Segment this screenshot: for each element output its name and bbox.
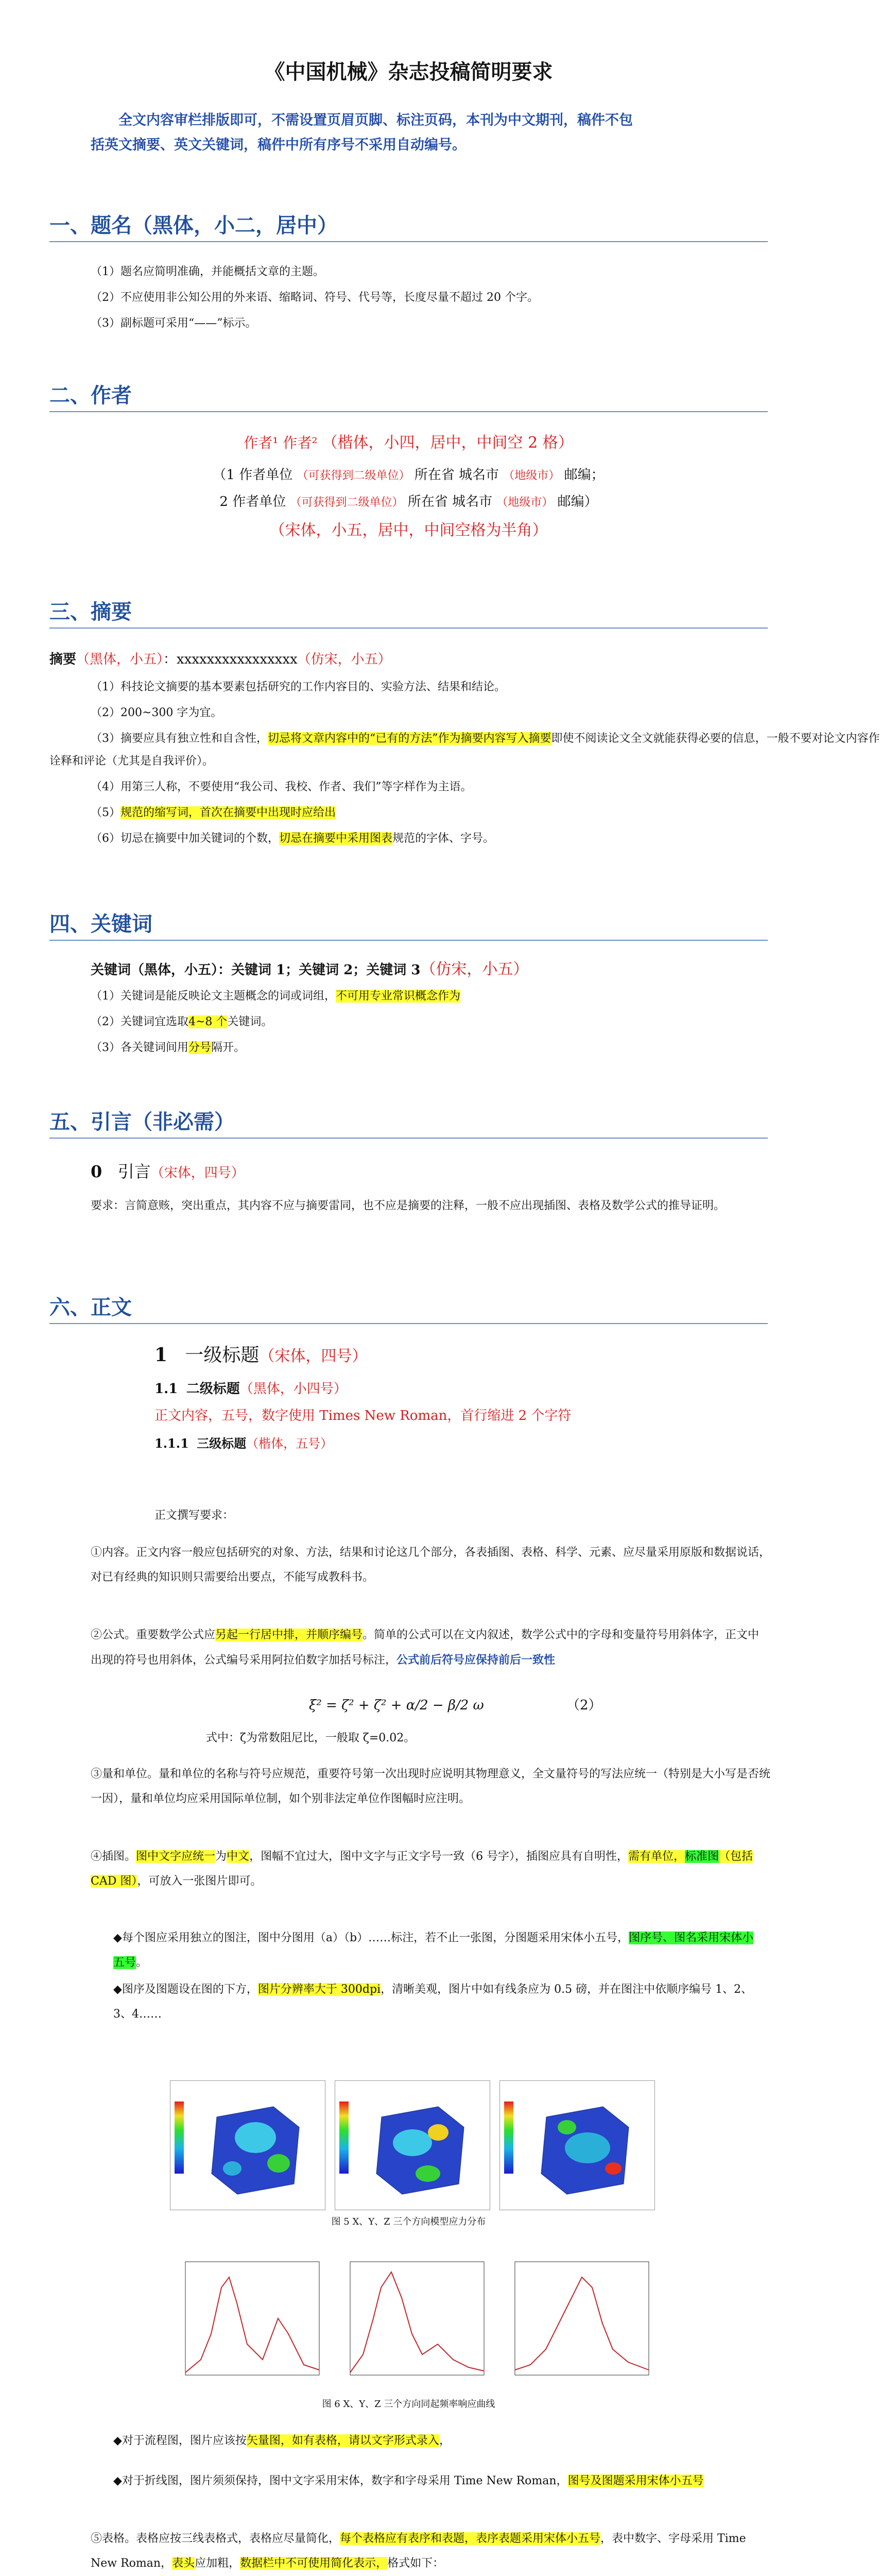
s3-item-3-cont: 诠释和评论（尤其是自我评价）。 — [49, 755, 214, 768]
keywords-note: （仿宋，小五） — [420, 960, 529, 978]
section-2-rule — [49, 411, 768, 412]
fea-image-y — [335, 2080, 490, 2210]
fig5-caption: 图 5 X、Y、Z 三个方向模型应力分布 — [331, 2216, 486, 2227]
s3-item-1: （1）科技论文摘要的基本要素包括研究的工作内容目的、实验方法、结果和结论。 — [91, 681, 506, 693]
fig6-caption: 图 6 X、Y、Z 三个方向同起频率响应曲线 — [322, 2399, 495, 2410]
s4-item-1-a: （1）关键词是能反映论文主题概念的词或词组， — [91, 990, 336, 1003]
p5-c: ，表中数字、字母采用 Time New Roman， — [91, 2532, 746, 2570]
section-5-heading: 五、引言（非必需） — [49, 1110, 235, 1134]
fea-model-icon — [500, 2081, 654, 2210]
intro-sub-note: （宋体，四号） — [150, 1165, 245, 1181]
p5-e: 应加粗， — [195, 2557, 240, 2570]
s3-item-4: （4）用第三人称，不要使用“我公司、我校、作者、我们”等字样作为主语。 — [91, 781, 472, 793]
aff1-part-1: （1 作者单位 — [213, 467, 293, 483]
line-plot-icon — [499, 2257, 654, 2391]
s3-item-5-hl: 规范的缩写词，首次在摘要中出现时应给出 — [120, 806, 336, 819]
s3-item-5 — [91, 805, 336, 821]
section-3-heading: 三、摘要 — [49, 600, 132, 624]
bullet1-c: 。 — [136, 1956, 148, 1969]
p5-f: 数据栏中不可使用简化表示， — [240, 2557, 388, 2570]
s1-item-2: （2）不应使用非公知公用的外来语、缩略词、符号、代号等，长度尽量不超过 20 个字。 — [91, 291, 539, 304]
s4-item-3-b: 隔开。 — [211, 1041, 246, 1054]
affiliation-line-1 — [0, 465, 817, 485]
p4-a: ④插图。 — [91, 1850, 136, 1863]
section-2-heading: 二、作者 — [49, 383, 132, 408]
s3-item-6-hl: 切忌在摘要中采用图表 — [279, 832, 393, 845]
body-spec-a: 正文内容，五号，数字使用 Times New Roman， — [154, 1408, 461, 1423]
formula: ξ² = ζ² + ζ² + α/2 − β/2 ω — [309, 1698, 484, 1713]
aff2-part-1: 2 作者单位 — [219, 494, 286, 510]
p4-g: 标准图 — [685, 1850, 719, 1863]
line-plot-icon — [170, 2257, 324, 2391]
section-6-heading: 六、正文 — [49, 1295, 132, 1319]
bullet2-c: ， — [439, 2434, 451, 2447]
bullet1-d: ◆图序及图题设在图的下方， — [113, 1983, 258, 1996]
level1-heading — [154, 1343, 367, 1369]
p5-g: 格式如下： — [387, 2557, 444, 2570]
s3-item-3 — [91, 731, 880, 747]
section-1-heading: 一、题名（黑体，小二，居中） — [49, 213, 338, 238]
abstract-label-note: （黑体，小五） — [76, 652, 164, 667]
intro-sub-title: 引言 — [117, 1162, 151, 1181]
author-format-note: （楷体，小四，居中，中间空 2 格） — [322, 434, 574, 452]
p4-e: ，图幅不宜过大，图中文字与正文字号一致（6 号字），插图应具有自明性， — [249, 1850, 629, 1863]
l1-title: 一级标题 — [185, 1345, 260, 1366]
p5-table-text — [91, 2527, 770, 2576]
p2-d: 公式前后符号应保持前后一致性 — [396, 1653, 556, 1667]
p5-d: 表头 — [172, 2557, 195, 2570]
p4-b: 图中文字应统一 — [136, 1850, 216, 1863]
bullet3-a: ◆对于折线图，图片须须保持，图中文字采用宋体，数字和字母采用 Time New Roman， — [113, 2475, 568, 2487]
affiliation-format-note: （宋体，小五，居中，中间空格为半角） — [269, 521, 548, 539]
aff1-part-3: 所在省 城名市 — [414, 467, 499, 483]
aff1-part-4: （地级市） — [503, 469, 560, 482]
fea-image-x — [170, 2080, 325, 2210]
section-5-rule — [49, 1138, 768, 1139]
p5-a: ⑤表格。表格应按三线表格式，表格应尽量简化， — [91, 2532, 340, 2545]
s3-item-6-a: （6）切忌在摘要中加关键词的个数， — [91, 832, 279, 845]
section-3-rule — [49, 628, 768, 629]
fea-image-z — [499, 2080, 655, 2210]
p4-c: 为 — [215, 1850, 227, 1863]
p4-d: 中文 — [227, 1850, 250, 1863]
s4-item-2-b: 关键词。 — [227, 1015, 273, 1028]
p3-units: ③量和单位。量和单位的名称与符号应规范，重要符号第一次出现时应说明其物理意义，全文量符号的写法应统一（特别是大小写是否统一因），量和单位均应采用国际单位制，如个别非法定单位作图幅时应注明。 — [91, 1768, 771, 1805]
intro-sub-num: 0 — [91, 1162, 102, 1181]
section-1-rule — [49, 241, 768, 242]
formula-number: （2） — [566, 1698, 602, 1713]
section-4-heading: 四、关键词 — [49, 912, 152, 936]
p1-content: ①内容。正文内容一般应包括研究的对象、方法，结果和讨论这几个部分，各表插图、表格、科学、元素、应尽量采用原版和数据说话，对已有经典的知识则只需要给出要点，不能写成教科书。 — [91, 1546, 771, 1584]
intro-line-2: 括英文摘要、英文关键词，稿件中所有序号不采用自动编号。 — [91, 137, 466, 153]
aff2-part-2: （可获得到二级单位） — [290, 496, 404, 509]
p4-f: 需有单位， — [628, 1850, 685, 1863]
response-plot-z — [499, 2257, 654, 2391]
bullet1-a: ◆每个图应采用独立的图注，图中分图用（a）（b）……标注，若不止一张图，分图题采用宋体小五号， — [113, 1931, 629, 1944]
s4-item-2-a: （2）关键词宜选取 — [91, 1015, 188, 1028]
s3-item-5-a: （5） — [91, 806, 120, 819]
formula-note: 式中：ζ为常数阻尼比，一般取 ζ=0.02。 — [206, 1732, 416, 1744]
aff2-part-3: 所在省 城名市 — [407, 494, 493, 510]
l3-note: （楷体，五号） — [246, 1436, 333, 1451]
aff1-part-5: 邮编； — [564, 467, 605, 483]
l1-note: （宋体，四号） — [259, 1347, 368, 1365]
s3-item-3-b: 即使不阅读论文全文就能获得必要的信息，一般不要对论文内容作 — [551, 732, 880, 745]
p2-formula-text — [91, 1623, 770, 1673]
p2-a: ②公式。重要数学公式应 — [91, 1629, 216, 1641]
bullet3-b: 图号及图题采用宋体小五号 — [567, 2475, 704, 2487]
p2-c: 。简单的公式可以在文内叙述，数学公式中的字母和变量符号用斜体字，正文中出现的符号也用斜体，公式编号采用阿拉伯数字加括号标注， — [91, 1629, 760, 1667]
bullet1-f: ，清晰美观，图片中如有线条应为 0.5 磅，并在图注中依顺序编号 1、2、3、4…… — [113, 1983, 753, 2021]
s4-item-3 — [91, 1040, 245, 1056]
fea-model-icon — [335, 2081, 490, 2210]
abstract-placeholder: ：xxxxxxxxxxxxxxxx — [163, 652, 298, 667]
aff1-part-2: （可获得到二级单位） — [297, 469, 410, 482]
l1-num: 1 — [154, 1344, 168, 1366]
abstract-line — [49, 649, 391, 670]
l3-title: 三级标题 — [197, 1436, 247, 1451]
s3-item-6 — [91, 831, 494, 847]
s3-item-3-a: （3）摘要应具有独立性和自含性， — [91, 732, 268, 745]
p2-hl: 另起一行居中排，并顺序编号 — [215, 1629, 363, 1641]
author-line — [0, 433, 817, 453]
aff2-part-5: 邮编） — [557, 494, 598, 510]
level2-heading — [154, 1379, 347, 1399]
l2-num: 1.1 — [154, 1381, 178, 1397]
level3-heading — [154, 1433, 333, 1454]
s1-item-1: （1）题名应简明准确，并能概括文章的主题。 — [91, 265, 324, 278]
p5-b: 每个表格应有表序和表题，表序表题采用宋体小五号 — [340, 2532, 601, 2545]
s1-item-3: （3）副标题可采用“——”标示。 — [91, 317, 257, 330]
p4-figure-text — [91, 1844, 770, 1894]
s3-item-2: （2）200~300 字为宜。 — [91, 706, 222, 719]
keywords-text: 关键词（黑体，小五）：关键词 1；关键词 2；关键词 3 — [91, 962, 421, 978]
l2-note: （黑体，小四号） — [239, 1381, 347, 1397]
section-6-rule — [49, 1323, 768, 1324]
s4-item-3-hl: 分号 — [188, 1041, 212, 1054]
s3-item-3-hl: 切忌将文章内容中的“已有的方法”作为摘要内容写入摘要 — [268, 732, 551, 745]
fig-bullet-4 — [113, 2469, 762, 2494]
body-spec-line — [154, 1405, 571, 1426]
s3-item-6-b: 规范的字体、字号。 — [392, 832, 495, 845]
fea-model-icon — [170, 2081, 325, 2210]
section-4-rule — [49, 940, 768, 941]
author-names: 作者¹ 作者² — [244, 434, 318, 451]
response-plot-x — [170, 2257, 324, 2391]
s4-item-1-hl: 不可用专业常识概念作为 — [336, 990, 461, 1003]
s4-item-3-a: （3）各关键词间用 — [91, 1041, 188, 1054]
document-title: 《中国机械》杂志投稿简明要求 — [264, 60, 553, 84]
fig-bullet-1 — [113, 1926, 762, 1975]
intro-subheading — [91, 1160, 245, 1184]
abstract-label: 摘要 — [49, 652, 77, 667]
s4-item-2-hl: 4~8 个 — [188, 1015, 228, 1028]
fig-bullet-2 — [113, 1977, 762, 2027]
l3-num: 1.1.1 — [154, 1436, 189, 1451]
body-writing-note: 正文撰写要求： — [154, 1509, 234, 1522]
p4-j: ，可放入一张图片即可。 — [137, 1875, 262, 1888]
bullet1-b: 图序号、图名采用宋体小五号 — [113, 1931, 754, 1969]
response-plot-y — [335, 2257, 489, 2391]
l2-title: 二级标题 — [186, 1381, 240, 1397]
intro-line-1: 全文内容审栏排版即可，不需设置页眉页脚、标注页码，本刊为中文期刊，稿件不包 — [118, 112, 633, 128]
fig-bullet-3 — [113, 2433, 451, 2449]
bullet2-a: ◆对于流程图，图片应该按 — [113, 2434, 247, 2447]
body-spec-b: 首行缩进 2 个字符 — [460, 1408, 572, 1423]
affiliation-line-2 — [0, 492, 817, 512]
abstract-text-note: （仿宋，小五） — [297, 652, 391, 667]
bullet1-e: 图片分辨率大于 300dpi — [257, 1983, 381, 1996]
bullet2-b: 矢量图，如有表格，请以文字形式录入 — [246, 2434, 439, 2447]
line-plot-icon — [335, 2257, 489, 2391]
s5-text: 要求：言简意赅，突出重点，其内容不应与摘要雷同，也不应是摘要的注释，一般不应出现插图、表格及数学公式的推导证明。 — [91, 1199, 726, 1212]
s4-item-2 — [91, 1014, 272, 1030]
p4-i: CAD 图） — [91, 1875, 137, 1888]
s4-item-1 — [91, 988, 460, 1005]
keywords-line — [91, 959, 528, 980]
aff2-part-4: （地级市） — [496, 496, 554, 509]
p4-h: （包括 — [719, 1850, 753, 1863]
